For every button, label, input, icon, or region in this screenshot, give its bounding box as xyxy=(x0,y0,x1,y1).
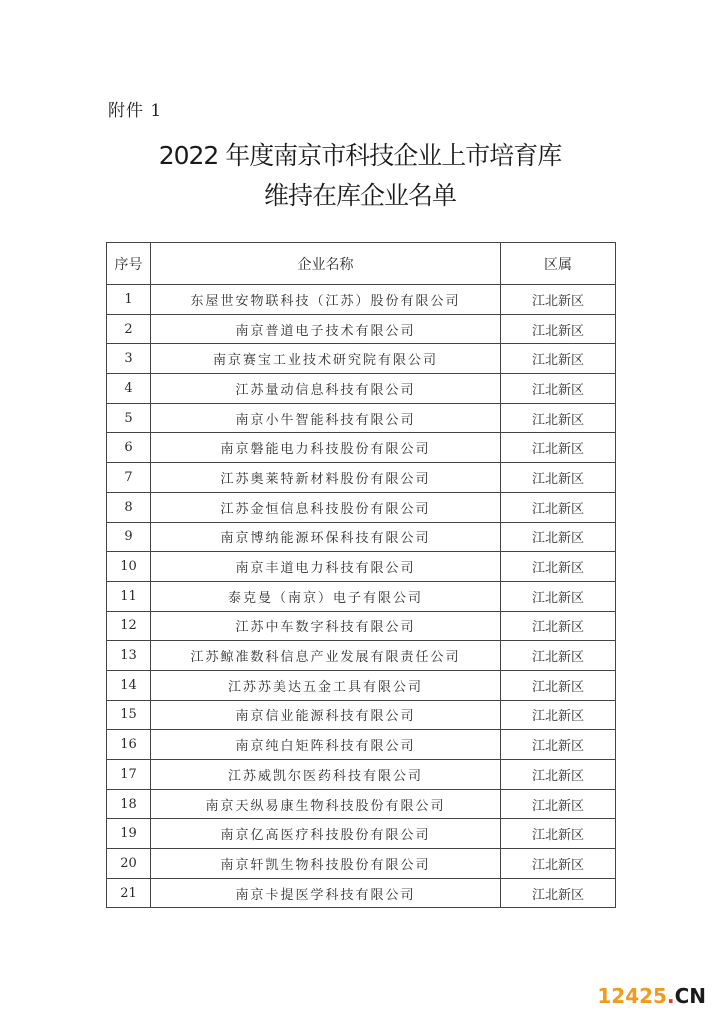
row-number: 16 xyxy=(107,730,151,760)
district: 江北新区 xyxy=(501,878,616,908)
row-number: 6 xyxy=(107,433,151,463)
table-row xyxy=(107,344,616,374)
district: 江北新区 xyxy=(501,730,616,760)
row-number: 18 xyxy=(107,789,151,819)
district: 江北新区 xyxy=(501,760,616,790)
table-row xyxy=(107,552,616,582)
company-name: 南京博纳能源环保科技有限公司 xyxy=(151,522,501,552)
company-name: 南京小牛智能科技有限公司 xyxy=(151,403,501,433)
row-number: 9 xyxy=(107,522,151,552)
table-row xyxy=(107,285,616,315)
company-name: 南京丰道电力科技有限公司 xyxy=(151,552,501,582)
table-row xyxy=(107,730,616,760)
company-name: 东屋世安物联科技（江苏）股份有限公司 xyxy=(151,285,501,315)
company-list-table xyxy=(106,242,616,908)
district: 江北新区 xyxy=(501,492,616,522)
row-number: 21 xyxy=(107,878,151,908)
district: 江北新区 xyxy=(501,641,616,671)
table-row xyxy=(107,492,616,522)
table-body xyxy=(107,285,616,908)
district: 江北新区 xyxy=(501,700,616,730)
district: 江北新区 xyxy=(501,314,616,344)
row-number: 3 xyxy=(107,344,151,374)
table-row xyxy=(107,433,616,463)
district: 江北新区 xyxy=(501,433,616,463)
watermark-dot: . xyxy=(666,984,675,1008)
company-name: 江苏苏美达五金工具有限公司 xyxy=(151,670,501,700)
document-title-line2: 维持在库企业名单 xyxy=(263,181,456,210)
row-number: 8 xyxy=(107,492,151,522)
table-row xyxy=(107,670,616,700)
district: 江北新区 xyxy=(501,285,616,315)
table-header-row xyxy=(107,243,616,285)
row-number: 10 xyxy=(107,552,151,582)
company-name: 江苏量动信息科技有限公司 xyxy=(151,374,501,404)
table-row xyxy=(107,878,616,908)
row-number: 20 xyxy=(107,849,151,879)
company-name: 南京亿高医疗科技股份有限公司 xyxy=(151,819,501,849)
table-row xyxy=(107,463,616,493)
table-row xyxy=(107,403,616,433)
table-row xyxy=(107,641,616,671)
district: 江北新区 xyxy=(501,463,616,493)
district: 江北新区 xyxy=(501,581,616,611)
column-header-number: 序号 xyxy=(107,243,151,285)
table-row xyxy=(107,700,616,730)
district: 江北新区 xyxy=(501,374,616,404)
row-number: 15 xyxy=(107,700,151,730)
company-name: 江苏威凯尔医药科技有限公司 xyxy=(151,760,501,790)
table-row xyxy=(107,314,616,344)
company-name: 江苏中车数字科技有限公司 xyxy=(151,611,501,641)
row-number: 1 xyxy=(107,285,151,315)
table-row xyxy=(107,374,616,404)
company-name: 泰克曼（南京）电子有限公司 xyxy=(151,581,501,611)
row-number: 7 xyxy=(107,463,151,493)
company-name: 南京信业能源科技有限公司 xyxy=(151,700,501,730)
row-number: 14 xyxy=(107,670,151,700)
company-name: 南京普道电子技术有限公司 xyxy=(151,314,501,344)
row-number: 2 xyxy=(107,314,151,344)
watermark-suffix: CN xyxy=(674,984,706,1008)
table-row xyxy=(107,760,616,790)
company-name: 南京纯白矩阵科技有限公司 xyxy=(151,730,501,760)
district: 江北新区 xyxy=(501,403,616,433)
row-number: 5 xyxy=(107,403,151,433)
row-number: 12 xyxy=(107,611,151,641)
company-name: 江苏金恒信息科技股份有限公司 xyxy=(151,492,501,522)
table-row xyxy=(107,849,616,879)
row-number: 19 xyxy=(107,819,151,849)
table-row xyxy=(107,789,616,819)
district: 江北新区 xyxy=(501,611,616,641)
row-number: 17 xyxy=(107,760,151,790)
district: 江北新区 xyxy=(501,670,616,700)
district: 江北新区 xyxy=(501,522,616,552)
district: 江北新区 xyxy=(501,344,616,374)
attachment-label: 附件 1 xyxy=(108,101,163,121)
district: 江北新区 xyxy=(501,552,616,582)
company-name: 江苏奥莱特新材料股份有限公司 xyxy=(151,463,501,493)
company-name: 南京磐能电力科技股份有限公司 xyxy=(151,433,501,463)
district: 江北新区 xyxy=(501,819,616,849)
table-row xyxy=(107,581,616,611)
row-number: 13 xyxy=(107,641,151,671)
document-title-line1: 2022 年度南京市科技企业上市培育库 xyxy=(158,141,562,170)
row-number: 11 xyxy=(107,581,151,611)
company-name: 南京卡提医学科技有限公司 xyxy=(151,878,501,908)
company-name: 江苏鲸准数科信息产业发展有限责任公司 xyxy=(151,641,501,671)
district: 江北新区 xyxy=(501,789,616,819)
company-name: 南京天纵易康生物科技股份有限公司 xyxy=(151,789,501,819)
table-row xyxy=(107,819,616,849)
table-row xyxy=(107,611,616,641)
district: 江北新区 xyxy=(501,849,616,879)
site-watermark xyxy=(597,984,706,1008)
company-name: 南京赛宝工业技术研究院有限公司 xyxy=(151,344,501,374)
column-header-district: 区属 xyxy=(501,243,616,285)
company-name: 南京轩凯生物科技股份有限公司 xyxy=(151,849,501,879)
column-header-company-name: 企业名称 xyxy=(151,243,501,285)
watermark-number: 12425 xyxy=(597,984,667,1008)
row-number: 4 xyxy=(107,374,151,404)
table-row xyxy=(107,522,616,552)
